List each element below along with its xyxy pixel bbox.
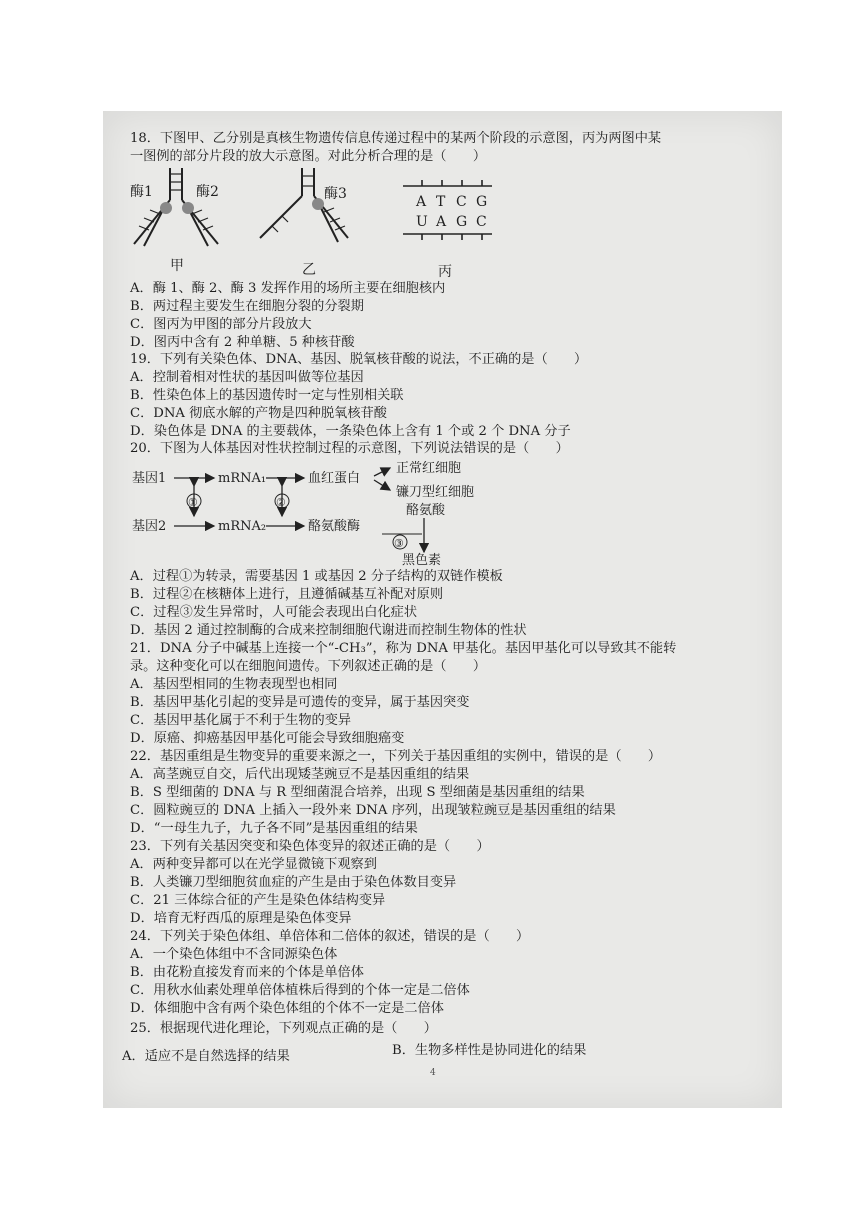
enzyme-1-shape bbox=[160, 202, 172, 214]
base-bottom-4: C bbox=[476, 214, 487, 230]
base-top-4: G bbox=[476, 194, 488, 210]
base-top-1: A bbox=[416, 194, 427, 210]
q23-option-a: A．两种变异都可以在光学显微镜下观察到 bbox=[130, 857, 377, 872]
hemoglobin-label: 血红蛋白 bbox=[308, 471, 361, 486]
q18-option-d: D．图丙中含有 2 种单糖、5 种核苷酸 bbox=[130, 335, 355, 350]
q21-stem-line2: 录。这种变化可以在细胞间遗传。下列叙述正确的是（ ） bbox=[130, 659, 487, 674]
gene2-label: 基因2 bbox=[132, 519, 167, 534]
step3-label: ③ bbox=[394, 537, 404, 550]
tyrosine-label: 酪氨酸 bbox=[406, 503, 446, 518]
q18-stem-line2: 一图例的部分片段的放大示意图。对此分析合理的是（ ） bbox=[130, 149, 487, 164]
q18-figure bbox=[120, 164, 520, 282]
tyrosinase-label: 酪氨酸酶 bbox=[308, 519, 361, 534]
q22-option-d: D．“一母生九子，九子各不同”是基因重组的结果 bbox=[130, 821, 418, 836]
q21-option-a: A．基因型相同的生物表现型也相同 bbox=[130, 677, 338, 692]
mrna2-label: mRNA₂ bbox=[218, 519, 267, 534]
q25-option-b: B．生物多样性是协同进化的结果 bbox=[392, 1043, 587, 1058]
q19-option-b: B．性染色体上的基因遗传时一定与性别相关联 bbox=[130, 388, 404, 403]
label-bing: 丙 bbox=[438, 264, 452, 280]
q18-option-a: A．酶 1、酶 2、酶 3 发挥作用的场所主要在细胞核内 bbox=[130, 281, 446, 296]
q19-stem: 19．下列有关染色体、DNA、基因、脱氧核苷酸的说法，不正确的是（ ） bbox=[130, 352, 588, 367]
base-bottom-1: U bbox=[416, 214, 428, 230]
base-top-2: T bbox=[436, 194, 446, 210]
q23-option-b: B．人类镰刀型细胞贫血症的产生是由于染色体数目变异 bbox=[130, 875, 457, 890]
q23-option-d: D．培育无籽西瓜的原理是染色体变异 bbox=[130, 911, 352, 926]
q20-stem: 20．下图为人体基因对性状控制过程的示意图，下列说法错误的是（ ） bbox=[130, 441, 569, 456]
enzyme-3-label: 酶3 bbox=[324, 186, 347, 202]
base-top-3: C bbox=[456, 194, 467, 210]
q21-option-b: B．基因甲基化引起的变异是可遗传的变异，属于基因突变 bbox=[130, 695, 470, 710]
q21-stem-line1: 21．DNA 分子中碱基上连接一个“-CH₃”，称为 DNA 甲基化。基因甲基化可以导致其不能转 bbox=[130, 641, 677, 656]
q20-option-b: B．过程②在核糖体上进行，且遵循碱基互补配对原则 bbox=[130, 587, 444, 602]
enzyme-2-shape bbox=[182, 202, 194, 214]
page-number: 4 bbox=[430, 1068, 436, 1078]
q22-option-a: A．高茎豌豆自交，后代出现矮茎豌豆不是基因重组的结果 bbox=[130, 767, 470, 782]
q19-option-c: C．DNA 彻底水解的产物是四种脱氧核苷酸 bbox=[130, 406, 387, 421]
q24-stem: 24．下列关于染色体组、单倍体和二倍体的叙述，错误的是（ ） bbox=[130, 929, 530, 944]
normal-rbc-label: 正常红细胞 bbox=[396, 461, 462, 476]
base-bottom-2: A bbox=[436, 214, 447, 230]
q24-option-b: B．由花粉直接发育而来的个体是单倍体 bbox=[130, 965, 364, 980]
melanin-label: 黑色素 bbox=[402, 553, 442, 566]
q25-stem: 25．根据现代进化理论，下列观点正确的是（ ） bbox=[130, 1021, 437, 1036]
mrna1-label: mRNA₁ bbox=[218, 471, 267, 486]
q19-option-d: D．染色体是 DNA 的主要载体，一条染色体上含有 1 个或 2 个 DNA 分子 bbox=[130, 424, 571, 439]
enzyme-3-shape bbox=[312, 198, 324, 210]
q18-option-c: C．图丙为甲图的部分片段放大 bbox=[130, 317, 312, 332]
q20-option-a: A．过程①为转录，需要基因 1 或基因 2 分子结构的双链作模板 bbox=[130, 569, 503, 584]
q24-option-d: D．体细胞中含有两个染色体组的个体不一定是二倍体 bbox=[130, 1001, 444, 1016]
q24-option-a: A．一个染色体组中不含同源染色体 bbox=[130, 947, 338, 962]
gene1-label: 基因1 bbox=[132, 471, 167, 486]
label-jia: 甲 bbox=[170, 258, 184, 274]
label-yi: 乙 bbox=[302, 262, 316, 278]
step2-label: ② bbox=[276, 496, 286, 509]
q23-option-c: C．21 三体综合征的产生是染色体结构变异 bbox=[130, 893, 386, 908]
q21-option-d: D．原癌、抑癌基因甲基化可能会导致细胞癌变 bbox=[130, 731, 405, 746]
q22-option-c: C．圆粒豌豆的 DNA 上插入一段外来 DNA 序列，出现皱粒豌豆是基因重组的结果 bbox=[130, 803, 616, 818]
q20-figure bbox=[128, 458, 528, 566]
q19-option-a: A．控制着相对性状的基因叫做等位基因 bbox=[130, 370, 364, 385]
figure-jia bbox=[134, 168, 218, 246]
q24-option-c: C．用秋水仙素处理单倍体植株后得到的个体一定是二倍体 bbox=[130, 983, 470, 998]
q21-option-c: C．基因甲基化属于不利于生物的变异 bbox=[130, 713, 352, 728]
enzyme-2-label: 酶2 bbox=[196, 184, 219, 200]
sickle-rbc-label: 镰刀型红细胞 bbox=[396, 485, 475, 500]
base-bottom-3: G bbox=[456, 214, 468, 230]
q22-stem: 22．基因重组是生物变异的重要来源之一，下列关于基因重组的实例中，错误的是（ ） bbox=[130, 749, 662, 764]
q25-option-a: A．适应不是自然选择的结果 bbox=[122, 1049, 290, 1064]
figure-yi bbox=[260, 168, 348, 242]
q22-option-b: B．S 型细菌的 DNA 与 R 型细菌混合培养，出现 S 型细菌是基因重组的结果 bbox=[130, 785, 585, 800]
step1-label: ① bbox=[188, 496, 198, 509]
q20-option-d: D．基因 2 通过控制酶的合成来控制细胞代谢进而控制生物体的性状 bbox=[130, 623, 527, 638]
enzyme-1-label: 酶1 bbox=[130, 184, 153, 200]
q18-stem-line1: 18．下图甲、乙分别是真核生物遗传信息传递过程中的某两个阶段的示意图，丙为两图中某 bbox=[130, 131, 662, 146]
figure-bing bbox=[403, 180, 492, 240]
q18-option-b: B．两过程主要发生在细胞分裂的分裂期 bbox=[130, 299, 364, 314]
q23-stem: 23．下列有关基因突变和染色体变异的叙述正确的是（ ） bbox=[130, 839, 490, 854]
q20-option-c: C．过程③发生异常时，人可能会表现出白化症状 bbox=[130, 605, 418, 620]
